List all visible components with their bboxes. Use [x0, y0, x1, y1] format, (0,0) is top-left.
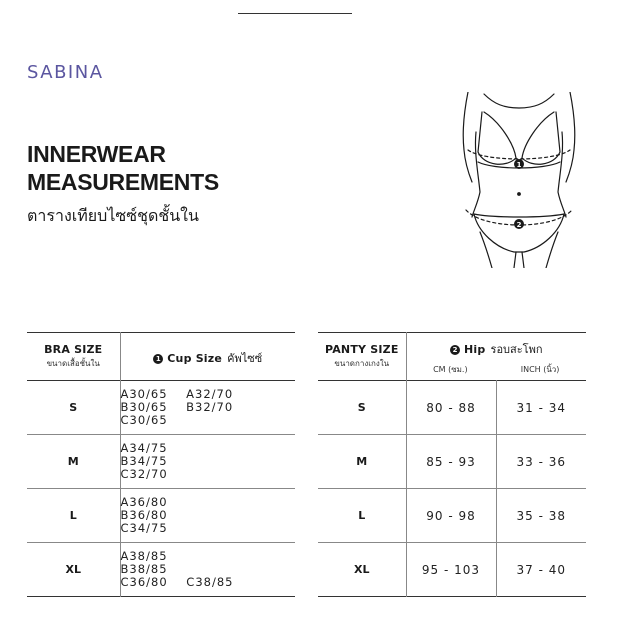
- right-arm-outline: [566, 92, 575, 182]
- inner-left-leg-outline: [514, 252, 516, 268]
- marker-1-label: 1: [516, 161, 522, 169]
- table-row: [318, 435, 586, 489]
- body-measurement-illustration: [454, 92, 584, 268]
- bra-table-header: [27, 333, 295, 381]
- hip-inch-cell: 35 - 38: [496, 489, 586, 543]
- panty-size-table: [318, 332, 586, 597]
- bust-measure-line: [468, 150, 570, 159]
- brand-logo: SABINA: [27, 62, 104, 83]
- table-row: [27, 543, 295, 597]
- table-row: [318, 489, 586, 543]
- left-leg-outline: [480, 232, 492, 268]
- bra-size-cell: XL: [65, 563, 81, 576]
- title-line-1: INNERWEAR: [27, 141, 166, 167]
- left-arm-outline: [463, 92, 472, 182]
- right-leg-outline: [546, 232, 558, 268]
- cup-size-cell: A34/75 B34/75 C32/70: [120, 435, 295, 489]
- neckline-outline: [484, 94, 554, 108]
- table-row: [27, 489, 295, 543]
- panty-size-header: PANTY SIZE ขนาดกางเกงใน: [324, 343, 399, 368]
- hip-cm-cell: 85 - 93: [406, 435, 496, 489]
- table-row: [318, 543, 586, 597]
- hip-cm-cell: 90 - 98: [406, 489, 496, 543]
- inner-right-leg-outline: [522, 252, 524, 268]
- right-cup-outline: [522, 112, 560, 164]
- panty-size-cell: XL: [354, 563, 370, 576]
- top-divider: [238, 13, 352, 14]
- page-subtitle: ตารางเทียบไซซ์ชุดชั้นใน: [27, 206, 199, 225]
- bra-size-cell: L: [69, 509, 77, 522]
- hip-header: 2 Hip รอบสะโพก CM (ซม.) INCH (นิ้ว): [406, 333, 586, 381]
- cup-size-cell: A30/65 A32/70 B30/65 B32/70 C30/65: [120, 381, 295, 435]
- left-cup-outline: [478, 112, 516, 164]
- bra-size-header: BRA SIZE ขนาดเสื้อชั้นใน: [44, 343, 103, 368]
- title-line-2: MEASUREMENTS: [27, 169, 219, 195]
- page-title: [27, 140, 219, 196]
- panty-size-cell: L: [358, 509, 366, 522]
- hip-inch-cell: 31 - 34: [496, 381, 586, 435]
- table-row: [318, 381, 586, 435]
- marker-2-label: 2: [516, 221, 522, 229]
- panty-size-cell: M: [356, 455, 368, 468]
- bra-size-table: [27, 332, 295, 597]
- hip-cm-cell: 95 - 103: [406, 543, 496, 597]
- hip-cm-cell: 80 - 88: [406, 381, 496, 435]
- cm-column-header: CM (ซม.): [433, 364, 468, 374]
- marker-1-badge: 1: [153, 354, 163, 364]
- cup-size-cell: A36/80 B36/80 C34/75: [120, 489, 295, 543]
- table-row: [27, 435, 295, 489]
- panty-table-header: [318, 333, 586, 381]
- bra-size-cell: S: [69, 401, 78, 414]
- marker-2-badge: 2: [450, 345, 460, 355]
- cup-size-header: 1 Cup Size คัพไซซ์: [120, 333, 295, 381]
- navel-dot: [518, 193, 521, 196]
- bra-size-cell: M: [67, 455, 79, 468]
- table-row: [27, 381, 295, 435]
- hip-inch-cell: 33 - 36: [496, 435, 586, 489]
- inch-column-header: INCH (นิ้ว): [520, 364, 560, 374]
- panty-size-cell: S: [357, 401, 366, 414]
- hip-inch-cell: 37 - 40: [496, 543, 586, 597]
- cup-size-cell: A38/85 B38/85 C36/80 C38/85: [120, 543, 295, 597]
